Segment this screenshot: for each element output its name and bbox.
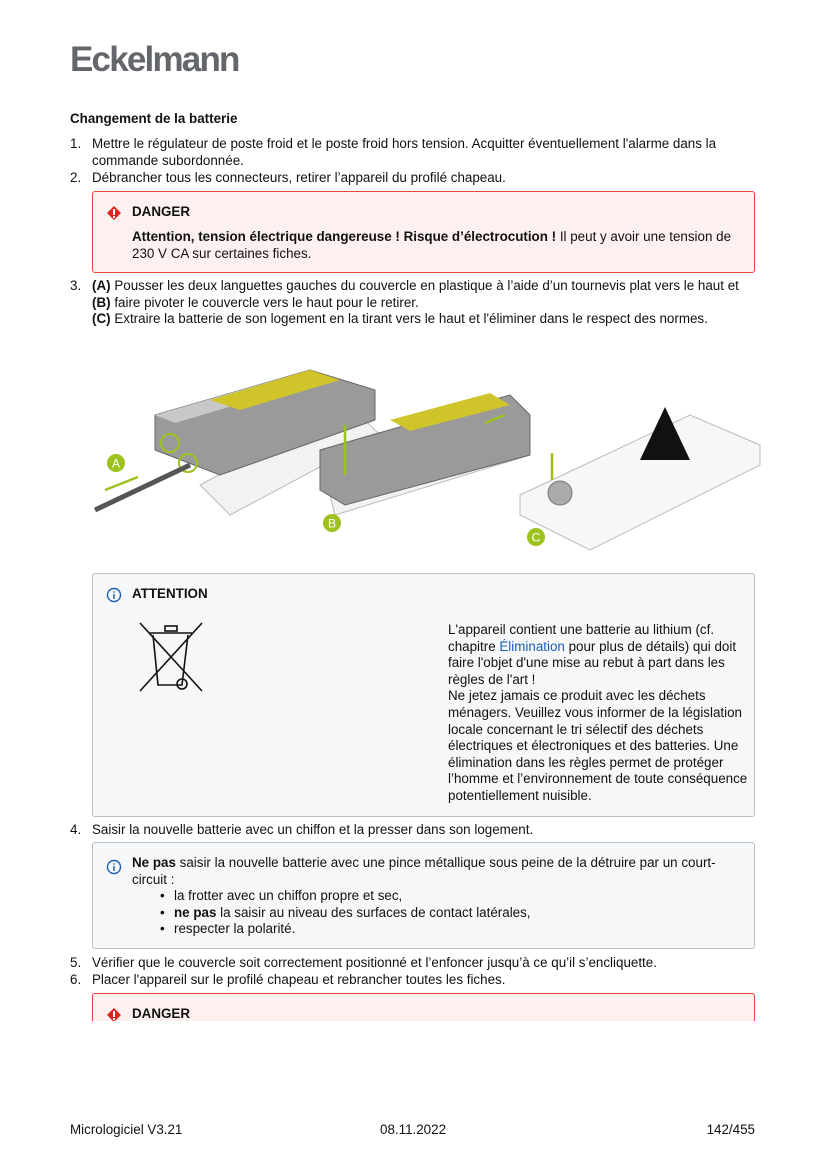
danger-title: DANGER [132, 204, 191, 219]
step-3a-text: Pousser les deux languettes gauches du couvercle en plastique à l’aide d’un tournevis plat vers le haut et [110, 278, 739, 293]
attention-text-1: L'appareil contient une batterie au lithium (cf. chapitre [448, 622, 715, 654]
info-icon [106, 859, 122, 875]
bullet-text: la saisir au niveau des surfaces de contact latérales, [216, 904, 531, 920]
elimination-link[interactable]: Élimination [499, 638, 565, 654]
step-text: Placer l'appareil sur le profilé chapeau et rebrancher toutes les fiches. [92, 972, 506, 987]
figure-label-a [107, 454, 125, 472]
step-3c-text: Extraire la batterie de son logement en la tirant vers le haut et l'éliminer dans le respect des normes. [110, 311, 708, 327]
step-3b [92, 295, 752, 312]
step-number: 6. [70, 972, 82, 987]
step-text: Débrancher tous les connecteurs, retirer l’appareil du profilé chapeau. [92, 170, 506, 185]
step-number: 2. [70, 170, 82, 185]
danger-icon [106, 205, 122, 221]
note-text [132, 855, 742, 938]
page-break-mask [0, 1021, 827, 1111]
attention-text-2: pour plus de détails) qui doit faire l'objet d'une mise au rebut à part dans les règles de l'art ! [448, 638, 737, 687]
step-text: Mettre le régulateur de poste froid et le poste froid hors tension. Acquitter éventuellement l'alarme dans la commande subordonnée. [92, 136, 717, 168]
bullet-item [160, 905, 742, 922]
svg-text:A: A [111, 456, 121, 471]
attention-box [92, 573, 755, 817]
danger-text [132, 229, 742, 262]
step-text: Saisir la nouvelle batterie avec un chiffon et la presser dans son logement. [92, 822, 534, 837]
step-2 [70, 170, 750, 187]
step-3 [70, 278, 750, 328]
attention-text [448, 622, 748, 805]
step-1 [70, 136, 750, 169]
bullet-item [160, 921, 742, 938]
section-heading: Changement de la batterie [70, 111, 238, 126]
note-bold: Ne pas [132, 855, 176, 870]
battery-replacement-figure [90, 365, 770, 565]
figure-label-c [527, 528, 545, 546]
figure-label-b [323, 514, 341, 532]
step-3b-text: faire pivoter le couvercle vers le haut pour le retirer. [110, 294, 419, 310]
step-6 [70, 972, 750, 989]
label-a: (A) [92, 278, 111, 293]
footer-version: Micrologiciel V3.21 [70, 1122, 183, 1137]
footer-page-number: 142/455 [706, 1122, 755, 1137]
step-number: 5. [70, 955, 82, 970]
bullet-text: la frotter avec un chiffon propre et sec, [174, 888, 403, 904]
label-c: (C) [92, 311, 111, 327]
bullet-text: respecter la polarité. [174, 921, 296, 937]
danger-box [92, 191, 755, 273]
info-icon [106, 587, 122, 603]
step-number: 4. [70, 822, 82, 837]
step-3a [92, 278, 752, 295]
step-4 [70, 822, 750, 839]
footer-date: 08.11.2022 [380, 1122, 447, 1137]
weee-crossed-bin-icon [138, 621, 204, 693]
step-3c [92, 311, 752, 328]
device-c [520, 407, 760, 550]
bullet-item [160, 888, 742, 905]
danger-body: Il peut y avoir une tension de 230 V CA sur certaines fiches. [132, 229, 732, 261]
step-number: 1. [70, 136, 82, 151]
label-b: (B) [92, 294, 111, 310]
svg-text:C: C [531, 530, 541, 545]
svg-text:B: B [327, 516, 337, 531]
note-body: saisir la nouvelle batterie avec une pince métallique sous peine de la détruire par un court-circuit : [132, 855, 716, 887]
step-number: 3. [70, 278, 82, 293]
note-bullets [160, 888, 742, 938]
attention-title: ATTENTION [132, 586, 208, 601]
step-5 [70, 955, 750, 972]
danger-bold: Attention, tension électrique dangereuse ! Risque d’électrocution ! [132, 229, 557, 244]
danger-title: DANGER [132, 1006, 191, 1021]
bullet-bold: ne pas [174, 904, 217, 920]
note-box [92, 842, 755, 949]
eckelmann-logo: Eckelmann [70, 40, 239, 79]
attention-text-3: Ne jetez jamais ce produit avec les déchets ménagers. Veuillez vous informer de la législation locale concernant le tri sélectif des déchets électriques et électroniques et des batteries. Une élimination dans les règles permet de protéger l’homme et l’environnement de toute conséquence potentiellement nuisible. [448, 688, 748, 803]
step-text: Vérifier que le couvercle soit correctement positionné et l’enfoncer jusqu’à ce qu’il s’encliquette. [92, 955, 657, 970]
